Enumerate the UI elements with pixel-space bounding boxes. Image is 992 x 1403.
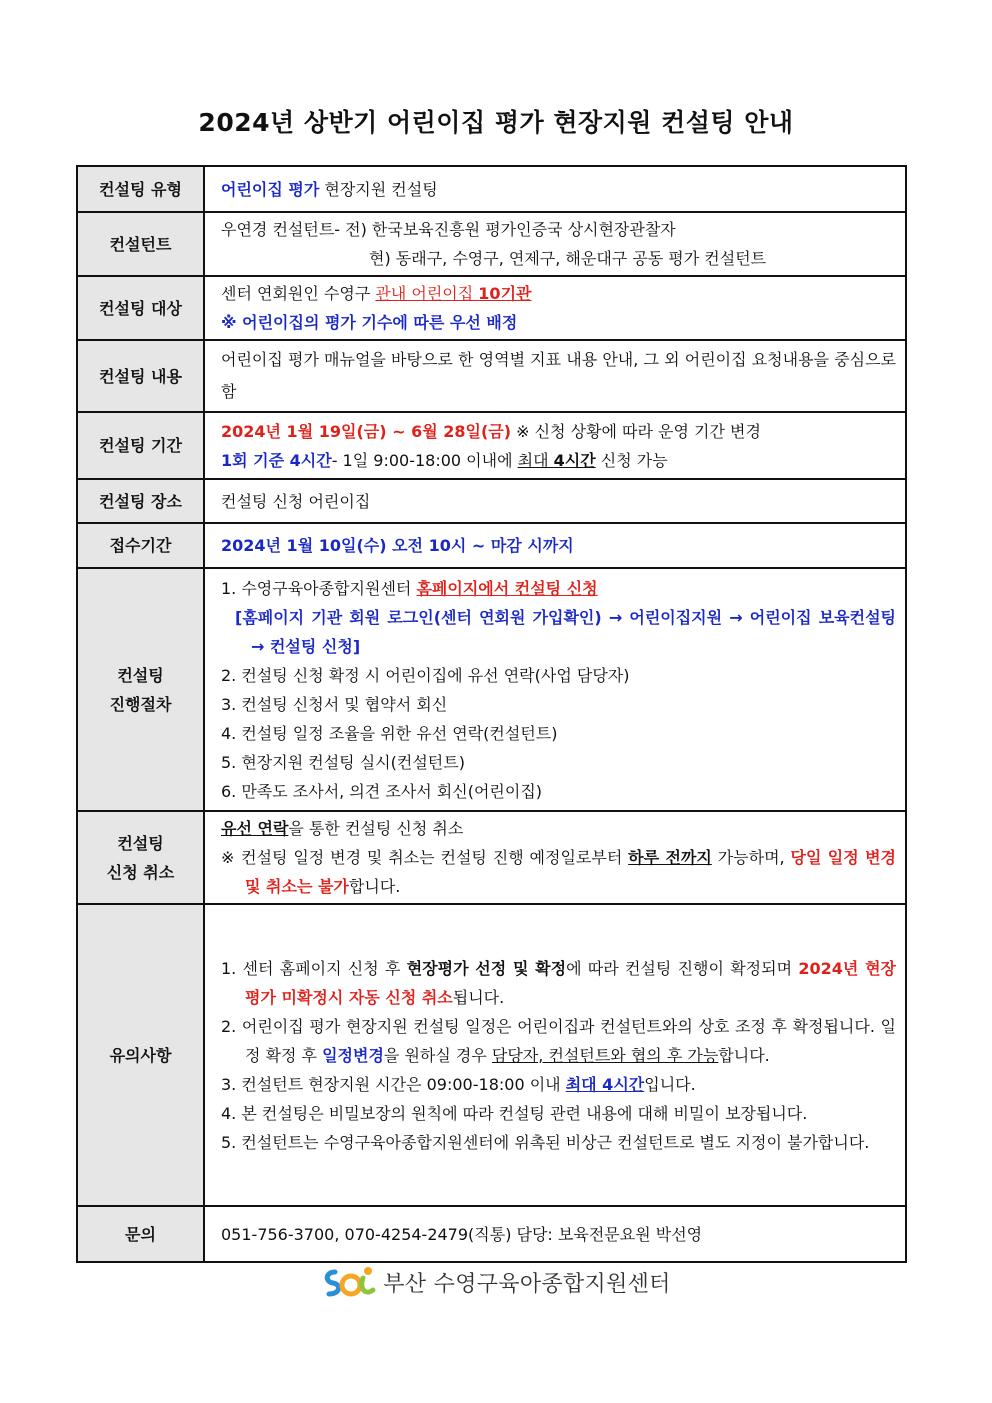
row-content <box>77 340 906 412</box>
target-red <box>375 284 531 303</box>
cancel-pre: ※ 컨설팅 일정 변경 및 취소는 컨설팅 진행 예정일로부터 <box>221 848 629 867</box>
note2-pre: 2. 어린이집 평가 현장지원 컨설팅 일정은 어린이집과 컨설턴트와의 상호 조정 후 확정됩니다. 일정 확정 후 <box>221 1016 896 1065</box>
procedure-step2: 2. 컨설팅 신청 확정 시 어린이집에 유선 연락(사업 담당자) <box>221 665 630 685</box>
content-consultant <box>204 212 906 276</box>
content-type <box>204 166 906 212</box>
cancel-line2 <box>221 843 896 901</box>
cancel-deadline: 하루 전까지 <box>628 848 712 867</box>
period-end: 신청 가능 <box>595 450 668 470</box>
step1-path-text: [홈페이지 기관 회원 로그인(센터 연회원 가입확인) → 어린이집지원 → 어린이집 보육컨설팅 → 컨설팅 신청] <box>235 607 896 656</box>
footer <box>0 1264 992 1300</box>
target-count: 10기관 <box>478 284 532 303</box>
label-contact: 문의 <box>77 1206 204 1262</box>
note-3 <box>221 1070 896 1099</box>
consultant-line2: 현) 동래구, 수영구, 연제구, 해운대구 공동 평가 컨설턴트 <box>369 249 767 268</box>
cancel-phone: 유선 연락 <box>221 819 289 838</box>
note2-end: 합니다. <box>718 1045 770 1065</box>
label-type: 컨설팅 유형 <box>77 166 204 212</box>
label-notes: 유의사항 <box>77 904 204 1206</box>
page-title: 2024년 상반기 어린이집 평가 현장지원 컨설팅 안내 <box>198 108 794 137</box>
target-red-text: 관내 어린이집 <box>375 284 479 303</box>
period-line1 <box>221 417 896 446</box>
cancel-line1-rest: 을 통한 컨설팅 신청 취소 <box>288 819 464 838</box>
label-target: 컨설팅 대상 <box>77 276 204 340</box>
content-place: 컨설팅 신청 어린이집 <box>204 479 906 523</box>
content-contact: 051-756-3700, 070-4254-2479(직통) 담당: 보육전문요원 박선영 <box>204 1206 906 1262</box>
label-cancel-line1: 컨설팅 <box>117 833 164 853</box>
cancel-line1 <box>221 814 896 843</box>
procedure-step4: 4. 컨설팅 일정 조율을 위한 유선 연락(컨설턴트) <box>221 723 558 743</box>
note1-red: 2024년 현장 평가 미확정시 자동 신청 취소 <box>245 958 896 1007</box>
row-place <box>77 479 906 523</box>
note3-end: 입니다. <box>644 1074 696 1094</box>
label-cancel <box>77 811 204 904</box>
procedure-step3: 3. 컨설팅 신청서 및 협약서 회신 <box>221 694 448 714</box>
note-5: 5. 컨설턴트는 수영구육아종합지원센터에 위촉된 비상근 컨설턴트로 별도 지정이 불가합니다. <box>221 1132 870 1152</box>
cancel-mid: 가능하며, <box>711 848 791 867</box>
label-place: 컨설팅 장소 <box>77 479 204 523</box>
row-period <box>77 412 906 479</box>
note-4: 4. 본 컨설팅은 비밀보장의 원칙에 따라 컨설팅 관련 내용에 대해 비밀이 보장됩니다. <box>221 1103 808 1123</box>
content-period <box>204 412 906 479</box>
label-procedure-line2: 진행절차 <box>109 694 172 714</box>
cancel-sameday: 당일 일정 변경 및 취소는 불가 <box>245 848 896 896</box>
procedure-step5: 5. 현장지원 컨설팅 실시(컨설턴트) <box>221 752 465 772</box>
cancel-end: 합니다. <box>348 877 401 896</box>
content-reception: 2024년 1월 10일(수) 오전 10시 ~ 마감 시까지 <box>204 523 906 568</box>
label-cancel-line2: 신청 취소 <box>106 862 175 882</box>
type-highlight: 어린이집 평가 <box>221 179 320 199</box>
period-line2 <box>221 446 896 475</box>
target-pre: 센터 연회원인 수영구 <box>221 284 376 303</box>
note2-mid: 을 원하실 경우 <box>383 1045 492 1065</box>
note3-pre: 3. 컨설턴트 현장지원 시간은 09:00-18:00 이내 <box>221 1074 566 1094</box>
procedure-step1 <box>221 574 896 603</box>
content-content: 어린이집 평가 매뉴얼을 바탕으로 한 영역별 지표 내용 안내, 그 외 어린이집 요청내용을 중심으로 함 <box>204 340 906 412</box>
footer-org-name: 부산 수영구육아종합지원센터 <box>383 1271 671 1297</box>
row-notes <box>77 904 906 1206</box>
note1-pre: 1. 센터 홈페이지 신청 후 <box>221 958 407 978</box>
row-cancel <box>77 811 906 904</box>
label-content: 컨설팅 내용 <box>77 340 204 412</box>
period-max-hours: 4시간 <box>553 450 596 470</box>
consultant-line1: 우연경 컨설턴트- 전) 한국보육진흥원 평가인증국 상시현장관찰자 <box>221 220 676 239</box>
content-cancel <box>204 811 906 904</box>
content-procedure <box>204 568 906 811</box>
content-notes <box>204 904 906 1206</box>
target-line2: ※ 어린이집의 평가 기수에 따른 우선 배정 <box>221 313 518 332</box>
row-procedure <box>77 568 906 811</box>
note2-blue: 일정변경 <box>322 1045 384 1065</box>
label-period: 컨설팅 기간 <box>77 412 204 479</box>
period-dates: 2024년 1월 19일(금) ~ 6월 28일(금) <box>221 421 512 441</box>
row-contact <box>77 1206 906 1262</box>
note1-bold: 현장평가 선정 및 확정 <box>406 958 567 978</box>
period-basis: 1회 기준 4시간 <box>221 450 332 470</box>
note1-end: 됩니다. <box>452 987 505 1007</box>
content-target <box>204 276 906 340</box>
label-procedure-line1: 컨설팅 <box>117 665 164 685</box>
note-2 <box>221 1012 896 1070</box>
period-max <box>518 451 596 470</box>
row-reception <box>77 523 906 568</box>
step1-apply: 홈페이지에서 컨설팅 신청 <box>416 578 598 598</box>
center-logo-icon <box>321 1264 377 1300</box>
info-table <box>76 165 907 1263</box>
procedure-step6: 6. 만족도 조사서, 의견 조사서 회신(어린이집) <box>221 781 543 801</box>
row-target <box>77 276 906 340</box>
period-note: ※ 신청 상황에 따라 운영 기간 변경 <box>511 421 761 441</box>
label-reception: 접수기간 <box>77 523 204 568</box>
type-rest: 현장지원 컨설팅 <box>319 179 438 199</box>
row-consultant <box>77 212 906 276</box>
label-consultant: 컨설턴트 <box>77 212 204 276</box>
note2-underline: 담당자, 컨설턴트와 협의 후 가능 <box>491 1045 719 1065</box>
note3-max: 최대 4시간 <box>565 1074 645 1094</box>
label-procedure <box>77 568 204 811</box>
step1-pre: 1. 수영구육아종합지원센터 <box>221 578 417 598</box>
note-1 <box>221 954 896 1012</box>
period-max-pre: 최대 <box>517 450 554 470</box>
target-line1 <box>221 279 896 308</box>
note1-mid: 에 따라 컨설팅 진행이 확정되며 <box>566 958 799 978</box>
row-type <box>77 166 906 212</box>
period-mid: - 1일 9:00-18:00 이내에 <box>331 450 518 470</box>
procedure-step1-path <box>221 603 896 661</box>
